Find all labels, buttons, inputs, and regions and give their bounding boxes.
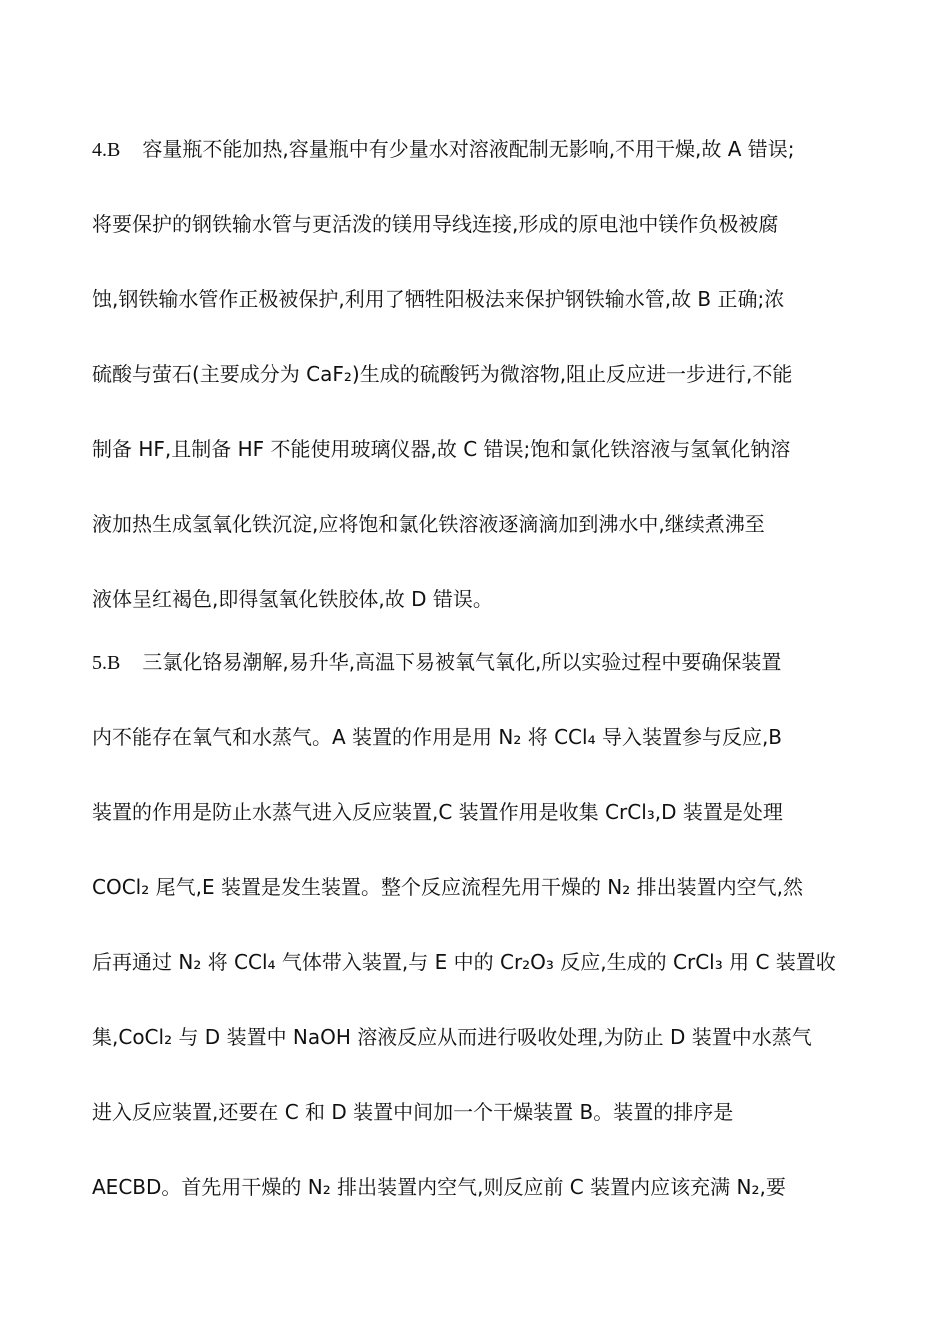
answer-4-line-2: 将要保护的钢铁输水管与更活泼的镁用导线连接,形成的原电池中镁作负极被腐 [92, 212, 779, 236]
answer-5-line-7: 进入反应装置,还要在 C 和 D 装置中间加一个干燥装置 B。装置的排序是 [92, 1100, 734, 1124]
answer-5-line-6: 集,CoCl₂ 与 D 装置中 NaOH 溶液反应从而进行吸收处理,为防止 D 装置中水蒸气 [92, 1025, 812, 1049]
answer-5-text-1: 三氯化铬易潮解,易升华,高温下易被氧气氧化,所以实验过程中要确保装置 [142, 650, 782, 674]
answer-4-line-7: 液体呈红褐色,即得氢氧化铁胶体,故 D 错误。 [92, 587, 493, 611]
answer-4-number: 4.B [92, 139, 121, 161]
answer-5-line-3: 装置的作用是防止水蒸气进入反应装置,C 装置作用是收集 CrCl₃,D 装置是处理 [92, 800, 783, 824]
answer-4-line-5: 制备 HF,且制备 HF 不能使用玻璃仪器,故 C 错误;饱和氯化铁溶液与氢氧化钠溶 [92, 437, 791, 461]
answer-5-line-4: COCl₂ 尾气,E 装置是发生装置。整个反应流程先用干燥的 N₂ 排出装置内空气,然 [92, 875, 804, 899]
answer-5-line-1 [92, 648, 862, 677]
answer-4-line-6: 液加热生成氢氧化铁沉淀,应将饱和氯化铁溶液逐滴滴加到沸水中,继续煮沸至 [92, 512, 765, 536]
answer-5-number: 5.B [92, 652, 121, 674]
answer-4-line-1 [92, 135, 862, 164]
answer-4-line-4: 硫酸与萤石(主要成分为 CaF₂)生成的硫酸钙为微溶物,阻止反应进一步进行,不能 [92, 362, 793, 386]
answer-5-line-5: 后再通过 N₂ 将 CCl₄ 气体带入装置,与 E 中的 Cr₂O₃ 反应,生成的 CrCl₃ 用 C 装置收 [92, 950, 836, 974]
answer-4-line-3: 蚀,钢铁输水管作正极被保护,利用了牺牲阳极法来保护钢铁输水管,故 B 正确;浓 [92, 287, 785, 311]
answer-5-line-2: 内不能存在氧气和水蒸气。A 装置的作用是用 N₂ 将 CCl₄ 导入装置参与反应,B [92, 725, 783, 749]
answer-4-text-1: 容量瓶不能加热,容量瓶中有少量水对溶液配制无影响,不用干燥,故 A 错误; [142, 137, 795, 161]
answer-5-line-8: AECBD。首先用干燥的 N₂ 排出装置内空气,则反应前 C 装置内应该充满 N₂,要 [92, 1175, 786, 1199]
